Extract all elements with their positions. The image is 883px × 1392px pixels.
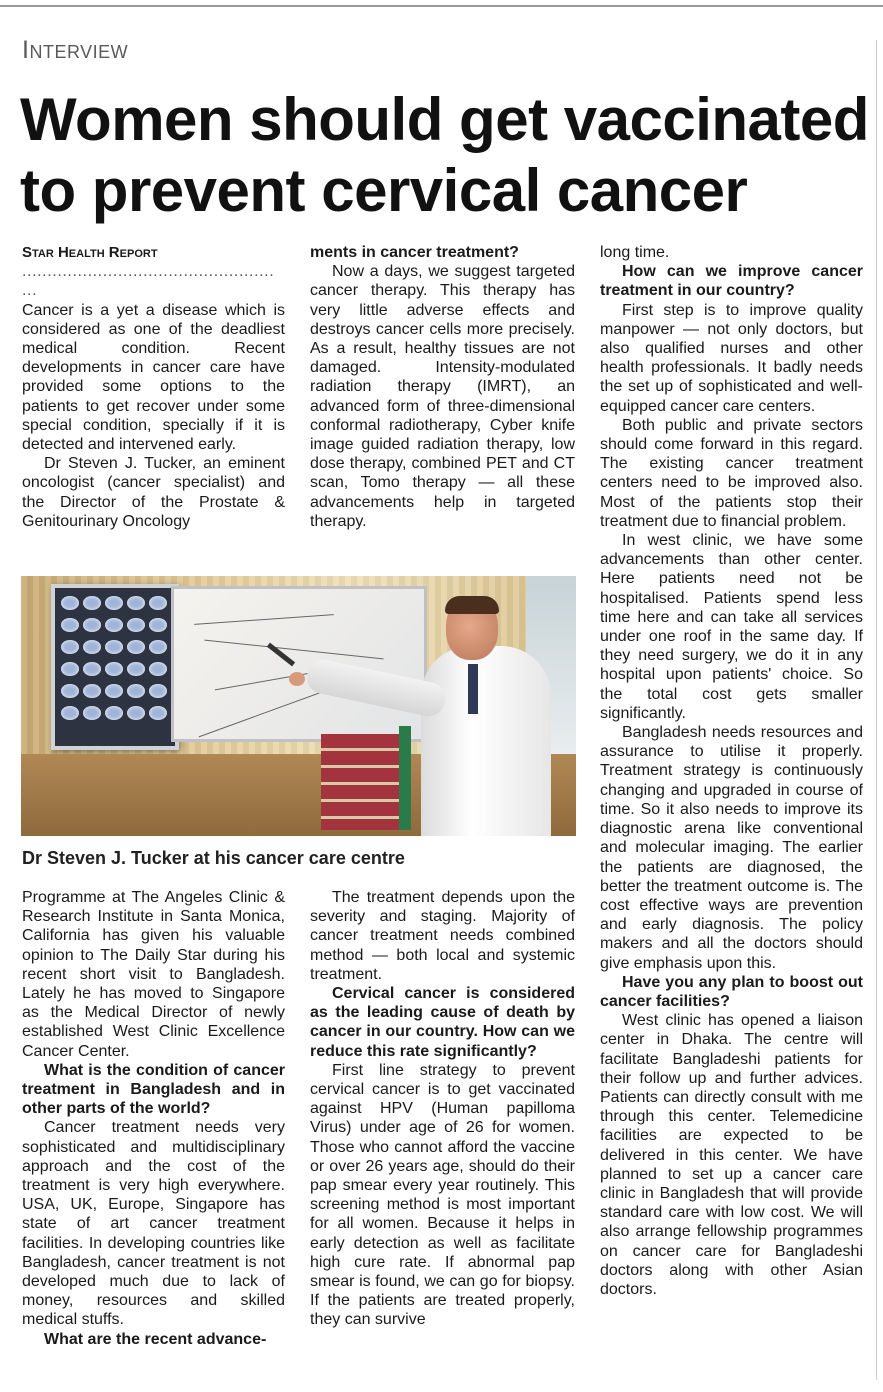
- whiteboard: [171, 586, 427, 742]
- doctor-hair: [445, 596, 499, 614]
- hand: [289, 672, 305, 686]
- question-3: Cervical cancer is considered as the leading cause of death by cancer in our country. How can we reduce this rate significantly?: [310, 985, 575, 1060]
- xray-lightbox: [51, 584, 179, 750]
- answer-5: West clinic has opened a liaison center in Dhaka. The centre will facilitate Bangladeshi patients for their follow up and further advices. Patients can directly consult with me through this center. Telemedicine facilities are expected to be delivered in this center. We have planned to set up a cancer care clinic in Bangladesh that will provide standard care with low cost. We will also arrange fellowship programmes on cancer care for Bangladeshi doctors along with other Asian doctors.: [600, 1012, 863, 1298]
- answer-4: Both public and private sectors should come forward in this regard. The existing cancer treatment centers need to be improved also. Most of the patients stop their treatment due to financial problem.: [600, 416, 863, 530]
- column-1-top: [22, 243, 285, 531]
- intro-paragraph: Cancer is a yet a disease which is considered as one of the deadliest medical condition. Recent developments in cancer care have provided some options to the patients to get recover under some special condition, specially if it is detected and intervened early.: [22, 301, 285, 454]
- book: [399, 726, 411, 830]
- answer-paragraph: Now a days, we suggest targeted cancer therapy. This therapy has very little adverse effects and destroys cancer cells more precisely. As a result, healthy tissues are not damaged. Intensity-modulated radiation therapy (IMRT), an advanced form of three-dimensional conformal radiotherapy, Cyber knife image guided radiation therapy, low dose therapy, combined PET and CT scan, Tomo therapy — all these advancements help in targeted therapy.: [310, 263, 575, 530]
- column-rule: [876, 40, 877, 1380]
- byline: Star Health Report: [22, 244, 158, 261]
- answer-4: In west clinic, we have some advancements than other center. Here patients need not be hospitalised. Patients spend less time here and can take all services under one roof in the same day. If they need surgery, we do it in any hospital upon patients' choice. So the total cost gets smaller significantly.: [600, 532, 863, 722]
- column-2-top: [310, 243, 575, 531]
- doctor-figure: [421, 646, 551, 836]
- books-stack: [321, 734, 401, 830]
- question-1: What is the condition of cancer treatment in Bangladesh and in other parts of the world?: [22, 1061, 285, 1118]
- intro-paragraph: Dr Steven J. Tucker, an eminent oncologist (cancer specialist) and the Director of the Prostate & Genitourinary Oncology: [22, 455, 285, 530]
- question-text: ments in cancer treatment?: [310, 244, 519, 261]
- question-4: How can we improve cancer treatment in our country?: [600, 263, 863, 300]
- headline: Women should get vaccinated to prevent cervical cancer: [20, 86, 869, 224]
- answer-3-end: long time.: [600, 244, 670, 261]
- tie: [468, 664, 478, 714]
- section-label: Interview: [22, 36, 129, 64]
- answer-2-continued: The treatment depends upon the severity and staging. Majority of cancer treatment needs combined method — both local and systemic treatment.: [310, 889, 575, 983]
- dotted-separator: .................................................. ...: [22, 263, 275, 300]
- column-3: [600, 243, 863, 1299]
- photo-caption: Dr Steven J. Tucker at his cancer care centre: [22, 848, 405, 868]
- intro-continued: Programme at The Angeles Clinic & Research Institute in Santa Monica, California has given his valuable opinion to The Daily Star during his recent short visit to Bangladesh. Lately he has moved to Singapore as the Medical Director of newly established West Clinic Excellence Cancer Center.: [22, 889, 285, 1060]
- column-1-bottom: [22, 888, 285, 1349]
- answer-1: Cancer treatment needs very sophisticated and multidisciplinary approach and the cost of the treatment is very high everywhere. USA, UK, Europe, Singapore has state of art cancer treatment facilities. In developing countries like Bangladesh, cancer treatment is not developed much due to lack of money, resources and skilled medical stuffs.: [22, 1119, 285, 1329]
- question-2: What are the recent advance-: [44, 1330, 267, 1348]
- answer-4: First step is to improve quality manpower — not only doctors, but also qualified nurses and other health professionals. It badly needs the set up of sophisticated and well-equipped cancer care centers.: [600, 301, 863, 415]
- article-photo: [21, 576, 576, 836]
- column-2-bottom: [310, 888, 575, 1330]
- answer-3: First line strategy to prevent cervical cancer is to get vaccinated against HPV (Human papilloma Virus) under age of 26 for women. Those who cannot afford the vaccine or over 26 years age, should do their pap smear every year routinely. This screening method is most important for all women. Because it helps in early detection as well as facilitate high cure rate. If abnormal pap smear is found, we can go for biopsy. If the patients are treated properly, they can survive: [310, 1061, 575, 1329]
- answer-4: Bangladesh needs resources and assurance to utilise it properly. Treatment strategy is continuously changing and upgraded in course of time. So it also needs to improve its diagnostic arena like conventional and molecular imaging. The earlier the patients are diagnosed, the better the treatment outcome is. The cost effective ways are prevention and early diagnosis. The policy makers and all the doctors should give emphasis upon this.: [600, 724, 863, 972]
- top-rule: [0, 5, 883, 7]
- question-5: Have you any plan to boost out cancer facilities?: [600, 973, 863, 1010]
